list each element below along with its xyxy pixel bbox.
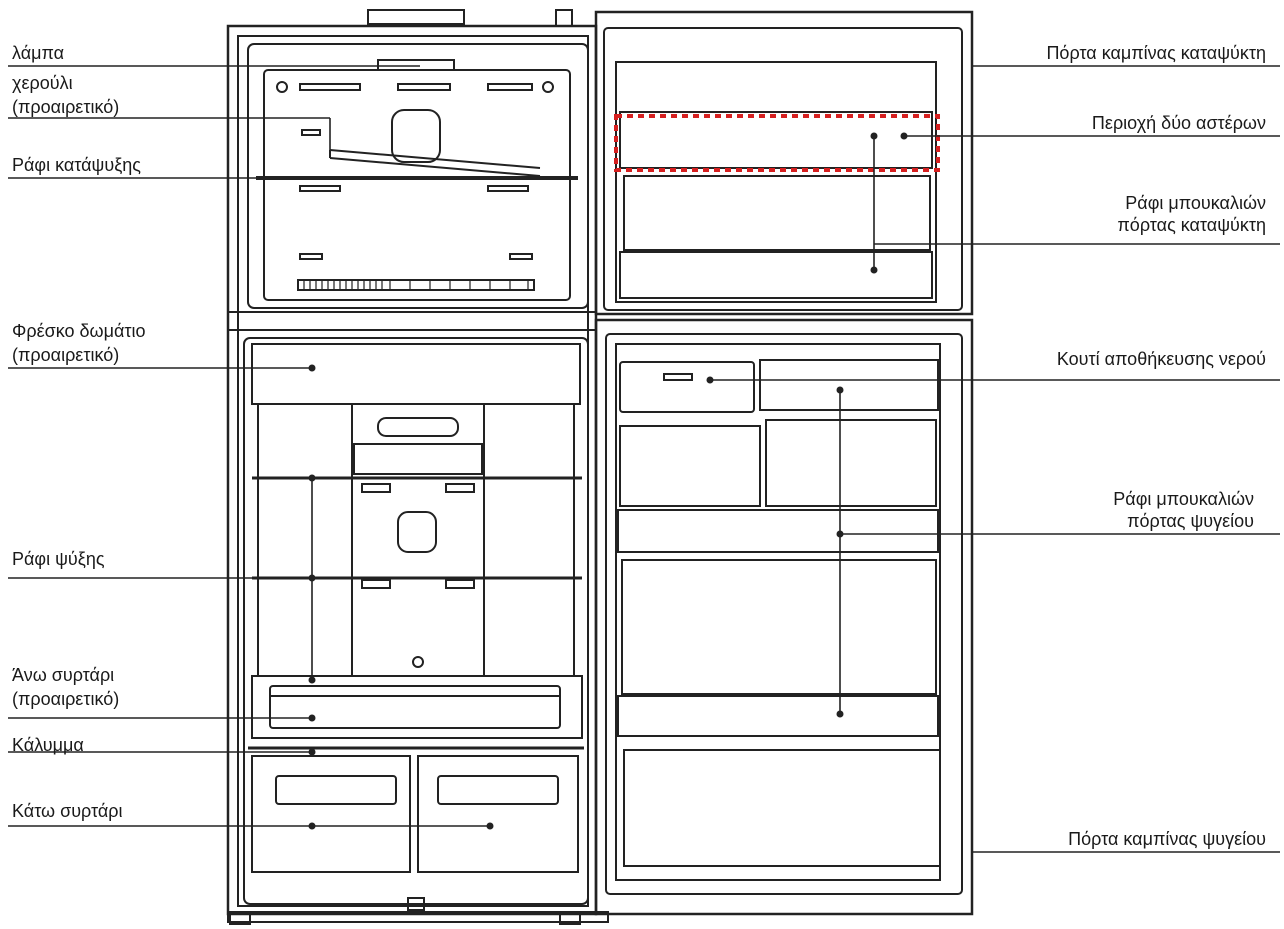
label-freezer-bottle-shelf-line2: πόρτας καταψύκτη [1117, 215, 1266, 235]
label-two-star-zone: Περιοχή δύο αστέρων [1091, 113, 1266, 133]
label-fridge-door: Πόρτα καμπίνας ψυγείου [1068, 829, 1266, 849]
fridge-door [596, 320, 972, 914]
label-fridge-bottle-shelf-line2: πόρτας ψυγείου [1127, 511, 1254, 531]
fridge-bottle-shelf-2 [618, 696, 938, 736]
lower-drawer-right [418, 756, 578, 872]
freezer-door [596, 12, 972, 314]
fresh-room-box [252, 344, 580, 404]
label-cooling-shelf: Ράφι ψύξης [12, 549, 105, 569]
control-panel [378, 418, 458, 436]
two-star-zone [616, 116, 938, 170]
label-lamp: λάμπα [12, 43, 65, 63]
label-lower-drawer: Κάτω συρτάρι [12, 801, 123, 821]
label-fridge-bottle-shelf-line1: Ράφι μπουκαλιών [1113, 489, 1254, 509]
label-fresh-room-optional: (προαιρετικό) [12, 345, 120, 365]
label-freezer-door: Πόρτα καμπίνας καταψύκτη [1046, 43, 1266, 63]
label-fresh-room: Φρέσκο δωμάτιο [12, 321, 146, 341]
vent-slots [304, 281, 528, 289]
label-water-box: Κουτί αποθήκευσης νερού [1056, 349, 1266, 369]
fridge-bottle-shelf-1 [618, 510, 938, 552]
top-hinge [368, 10, 464, 24]
leader-dots [309, 133, 908, 830]
label-upper-drawer-optional: (προαιρετικό) [12, 689, 120, 709]
fan-cover [392, 110, 440, 162]
door-switch [556, 10, 572, 26]
label-handle-optional: (προαιρετικό) [12, 97, 120, 117]
label-cover: Κάλυμμα [12, 735, 84, 755]
freezer-compartment [248, 44, 588, 308]
lower-drawer-left [252, 756, 410, 872]
label-upper-drawer: Άνω συρτάρι [12, 665, 115, 685]
label-freezer-shelf: Ράφι κατάψυξης [12, 155, 141, 175]
ice-handle [330, 150, 540, 168]
leader-lines [8, 66, 1280, 852]
label-handle: χερούλι [12, 73, 73, 93]
freezer-bottle-shelf [620, 252, 932, 298]
label-freezer-bottle-shelf-line1: Ράφι μπουκαλιών [1125, 193, 1266, 213]
lamp-housing [378, 60, 454, 70]
fridge-compartment [244, 338, 588, 904]
water-box [620, 362, 754, 412]
